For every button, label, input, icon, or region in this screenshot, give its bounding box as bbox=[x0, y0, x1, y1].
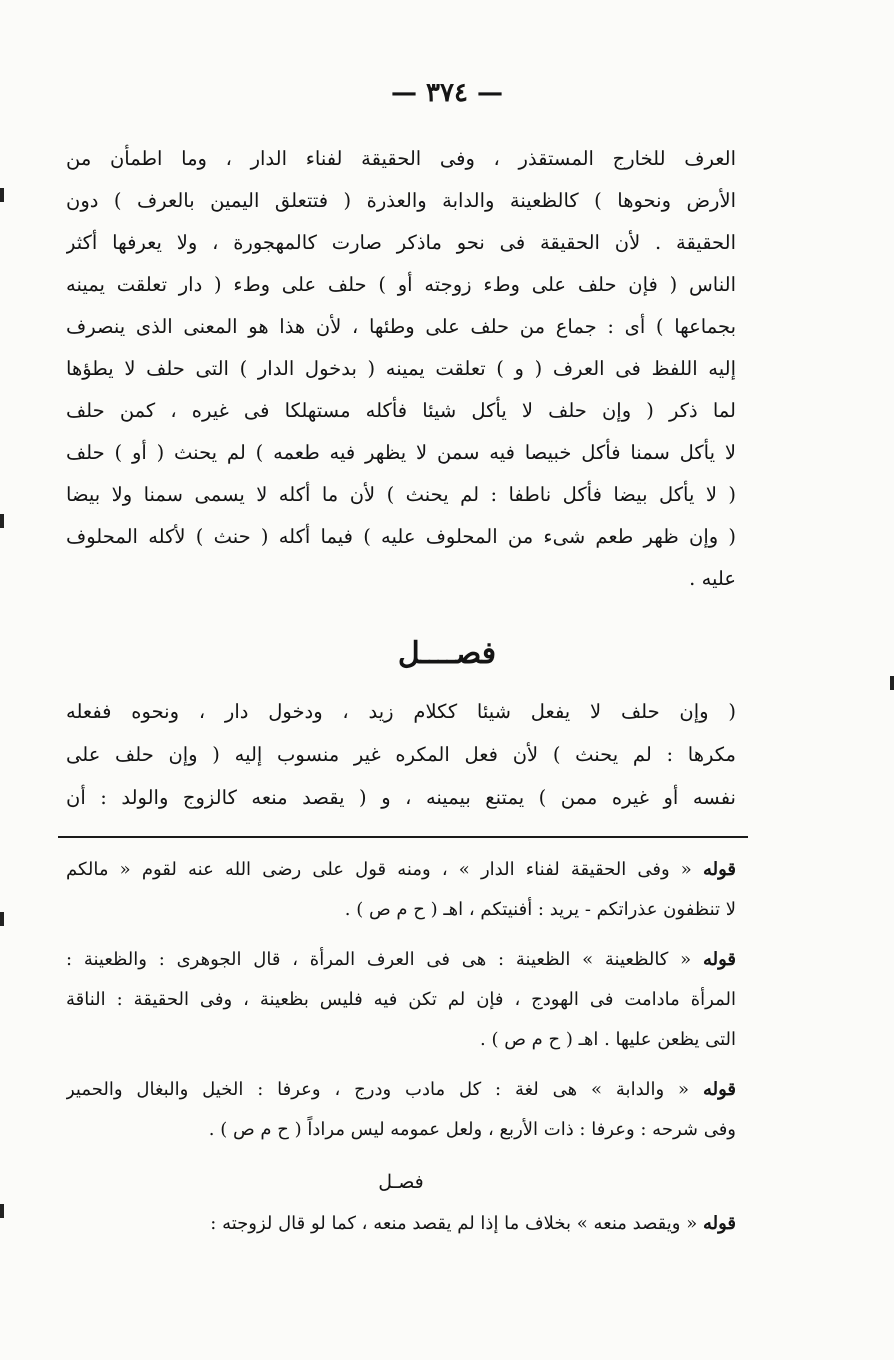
main-line: إليه اللفظ فى العرف ( و ) تعلقت يمينه ( بدخول الدار ) التى حلف لا يطؤها bbox=[66, 357, 736, 380]
section-line: مكرها : لم يحنث ) لأن فعل المكره غير منسوب إليه ( وإن حلف على bbox=[66, 743, 736, 766]
footnote bbox=[66, 940, 736, 1060]
main-line: الأرض ونحوها ) كالظعينة والدابة والعذرة ( فتتعلق اليمين بالعرف ) دون bbox=[66, 189, 736, 212]
footnote bbox=[66, 850, 736, 930]
footnote-line bbox=[66, 1204, 736, 1244]
section-line: ( وإن حلف لا يفعل شيئا ككلام زيد ، ودخول دار ، ونحوه ففعله bbox=[66, 700, 736, 723]
margin-mark bbox=[0, 1204, 4, 1218]
footnote-line: المرأة مادامت فى الهودج ، فإن لم تكن فيه فليس بظعينة ، وفى الحقيقة : الناقة bbox=[66, 989, 736, 1010]
main-line: عليه . bbox=[689, 567, 736, 590]
margin-mark bbox=[890, 676, 894, 690]
main-line: بجماعها ) أى : جماع من حلف على وطئها ، لأن هذا هو المعنى الذى ينصرف bbox=[66, 315, 736, 338]
main-line: لما ذكر ( وإن حلف لا يأكل شيئا فأكله مستهلكا فى غيره ، كمن حلف bbox=[66, 399, 736, 422]
page-number: — ٣٧٤ — bbox=[390, 78, 504, 108]
footnote-lead: قوله bbox=[702, 859, 736, 880]
footnote-text: « ويقصد منعه » بخلاف ما إذا لم يقصد منعه ، كما لو قال لزوجته : bbox=[210, 1213, 703, 1234]
main-line: ( لا يأكل بيضا فأكل ناطفا : لم يحنث ) لأن ما أكله لا يسمى سمنا ولا بيضا bbox=[66, 483, 736, 506]
margin-mark bbox=[0, 514, 4, 528]
footnote-text: « والدابة » هى لغة : كل مادب ودرج ، وعرفا : الخيل والبغال والحمير bbox=[66, 1079, 703, 1100]
footnotes bbox=[66, 850, 736, 1244]
footnote-section-heading: فصـل bbox=[378, 1171, 424, 1193]
footnote-line bbox=[66, 940, 736, 980]
margin-mark bbox=[0, 912, 4, 926]
footnote-lead: قوله bbox=[702, 1213, 736, 1234]
footnote-line: التى يظعن عليها . اهـ ( ح م ص ) . bbox=[480, 1029, 736, 1050]
footnote-divider bbox=[58, 836, 748, 838]
section-text bbox=[66, 690, 736, 819]
footnote-line: لا تنظفون عذراتكم - يريد : أفنيتكم ، اهـ ( ح م ص ) . bbox=[344, 899, 736, 920]
footnote-line bbox=[66, 1070, 736, 1110]
footnote-lead: قوله bbox=[702, 1079, 736, 1100]
footnote-line bbox=[66, 850, 736, 890]
main-line: الحقيقة . لأن الحقيقة فى نحو ماذكر صارت كالمهجورة ، ولا يعرفها أكثر bbox=[66, 231, 736, 254]
section-heading: فصــــل bbox=[397, 636, 497, 671]
footnote-text: « وفى الحقيقة لفناء الدار » ، ومنه قول على رضى الله عنه لقوم « مالكم bbox=[66, 859, 703, 880]
main-line: الناس ( فإن حلف على وطء زوجته أو ) حلف على وطء ( دار تعلقت يمينه bbox=[66, 273, 736, 296]
footnote-line: وفى شرحه : وعرفا : ذات الأربع ، ولعل عمومه ليس مراداً ( ح م ص ) . bbox=[208, 1119, 736, 1140]
footnote bbox=[66, 1070, 736, 1150]
main-line: لا يأكل سمنا فأكل خبيصا فيه سمن لا يظهر فيه طعمه ) لم يحنث ( أو ) حلف bbox=[66, 441, 736, 464]
main-line: ( وإن ظهر طعم شىء من المحلوف عليه ) فيما أكله ( حنث ) لأكله المحلوف bbox=[66, 525, 736, 548]
main-line: العرف للخارج المستقذر ، وفى الحقيقة لفناء الدار ، وما اطمأن من bbox=[66, 147, 736, 170]
footnote-lead: قوله bbox=[702, 949, 736, 970]
section-line: نفسه أو غيره ممن ) يمتنع بيمينه ، و ( يقصد منعه كالزوج والولد : أن bbox=[66, 786, 736, 809]
main-text bbox=[66, 138, 736, 600]
footnote-text: « كالظعينة » الظعينة : هى فى العرف المرأة ، قال الجوهرى : والظعينة : bbox=[66, 949, 703, 970]
margin-mark bbox=[0, 188, 4, 202]
